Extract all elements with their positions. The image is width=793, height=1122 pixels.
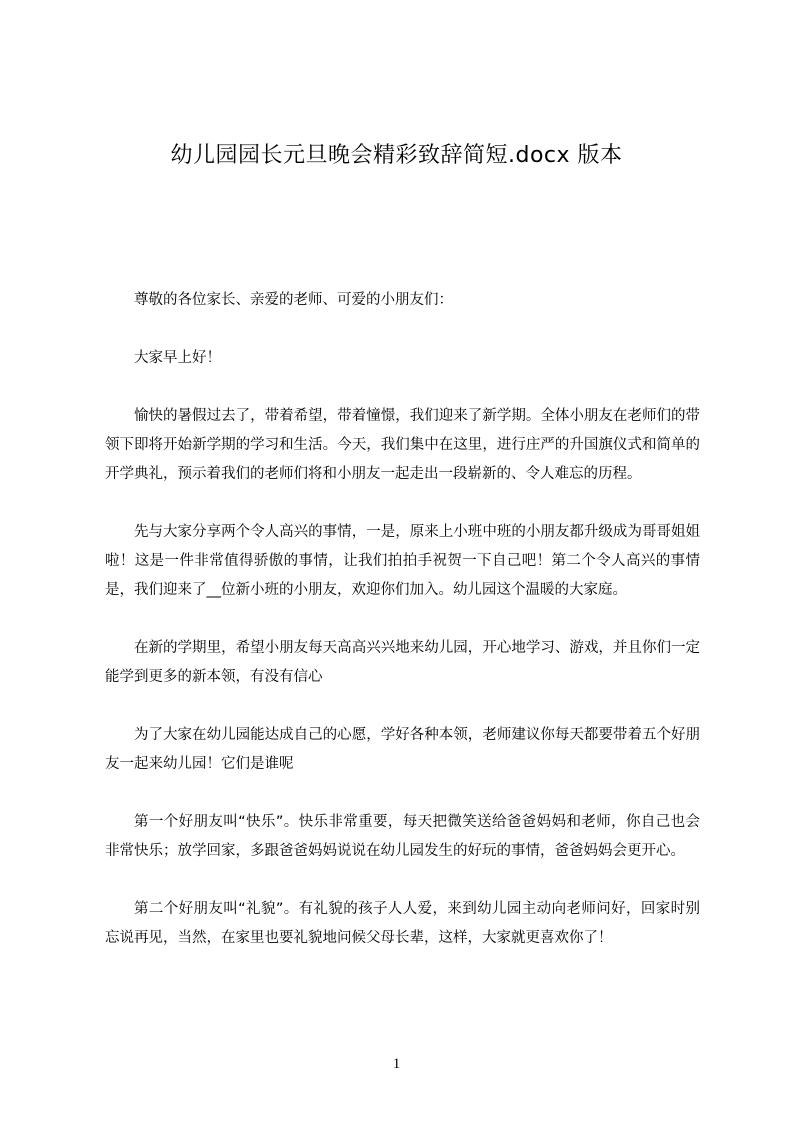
paragraph-salutation: 尊敬的各位家长、亲爱的老师、可爱的小朋友们： xyxy=(134,292,453,308)
paragraph-friend-politeness: 第二个好朋友叫“礼貌”。有礼貌的孩子人人爱，来到幼儿园主动向老师问好，回家时别忘说再见，当然，在家里也要礼貌地问候父母长辈，这样，大家就更喜欢你了！ xyxy=(105,901,700,946)
paragraph-good-news: 先与大家分享两个令人高兴的事情，一是，原来上小班中班的小朋友都升级成为哥哥姐姐啦！这是一件非常值得骄傲的事情，让我们拍拍手祝贺一下自己吧！第二个令人高兴的事情是，我们迎来了__位新小班的小朋友，欢迎你们加入。幼儿园这个温暖的大家庭。 xyxy=(105,524,700,598)
document-title: 幼儿园园长元旦晚会精彩致辞简短.docx 版本 xyxy=(170,143,623,168)
paragraph-greeting: 大家早上好！ xyxy=(134,350,221,366)
paragraph-hopes: 在新的学期里，希望小朋友每天高高兴兴地来幼儿园，开心地学习、游戏，并且你们一定能学到更多的新本领，有没有信心 xyxy=(105,640,700,685)
page-number: 1 xyxy=(392,1056,401,1072)
paragraph-friend-happiness: 第一个好朋友叫“快乐”。快乐非常重要，每天把微笑送给爸爸妈妈和老师，你自己也会非常快乐；放学回家，多跟爸爸妈妈说说在幼儿园发生的好玩的事情，爸爸妈妈会更开心。 xyxy=(105,814,700,859)
document-body xyxy=(105,286,700,982)
paragraph-new-semester: 愉快的暑假过去了，带着希望，带着憧憬，我们迎来了新学期。全体小朋友在老师们的带领下即将开始新学期的学习和生活。今天，我们集中在这里，进行庄严的升国旗仪式和简单的开学典礼，预示着我们的老师们将和小朋友一起走出一段崭新的、令人难忘的历程。 xyxy=(105,408,700,482)
paragraph-five-friends: 为了大家在幼儿园能达成自己的心愿，学好各种本领，老师建议你每天都要带着五个好朋友一起来幼儿园！它们是谁呢 xyxy=(105,727,700,772)
